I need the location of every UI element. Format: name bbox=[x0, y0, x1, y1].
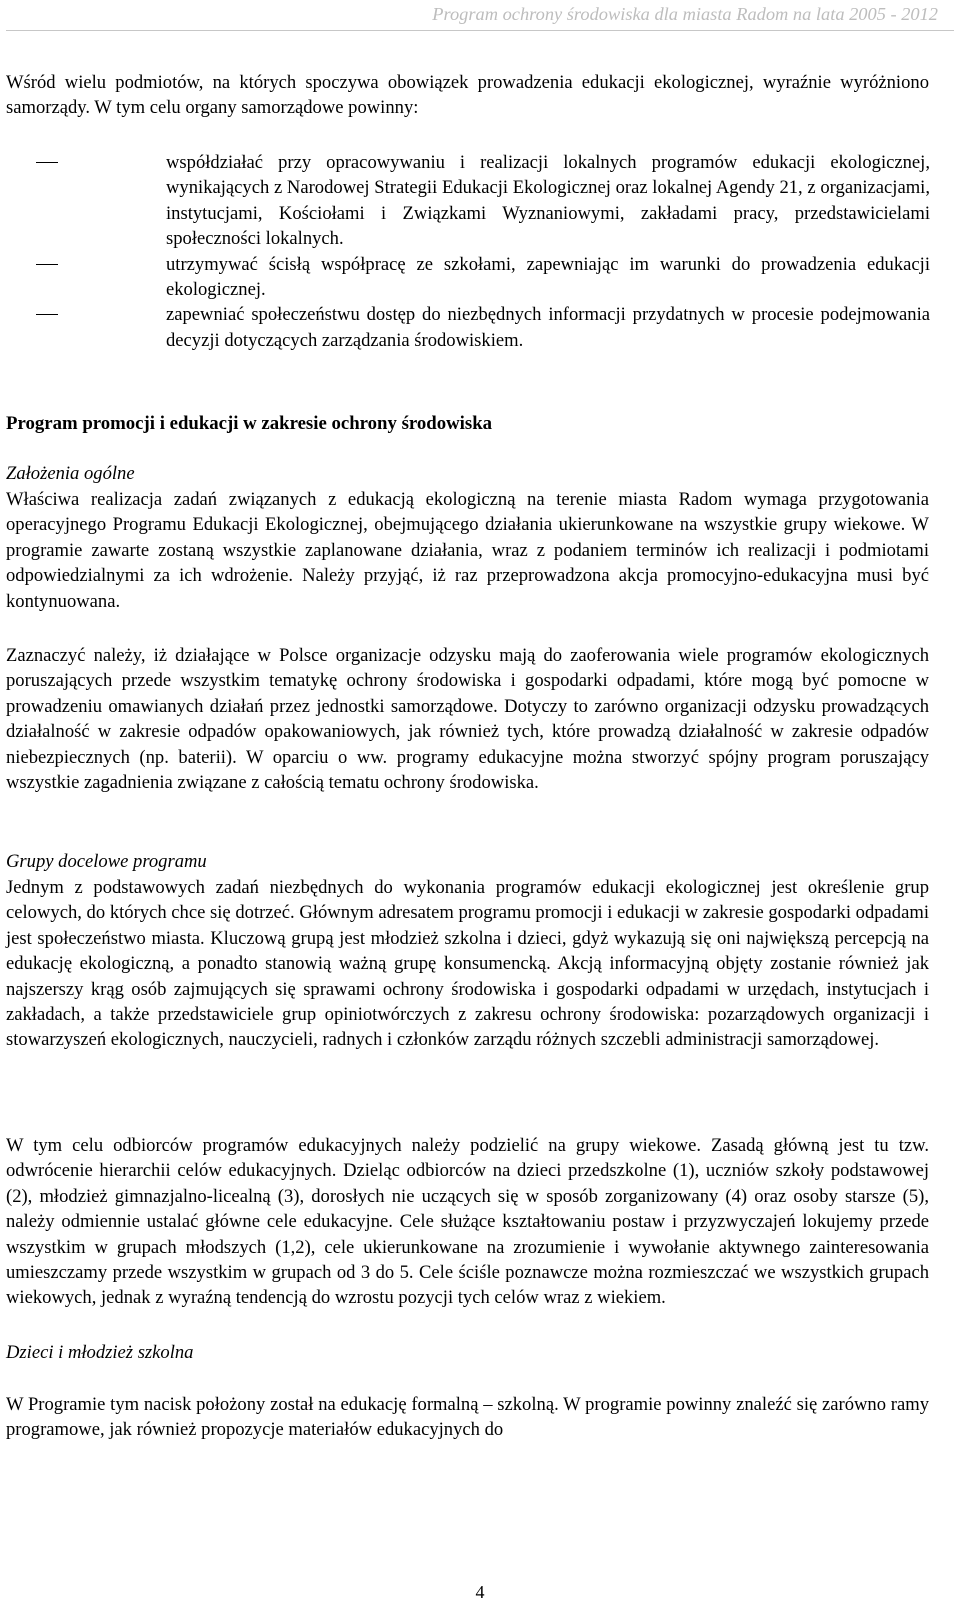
header-rule bbox=[6, 30, 954, 31]
subheading-children: Dzieci i młodzież szkolna bbox=[6, 1342, 194, 1363]
paragraph-organizations: Zaznaczyć należy, iż działające w Polsce organizacje odzysku mają do zaoferowania wiele programów ekologicznych poruszających przede wszystkim tematykę ochrony środowiska i gospodarki odpadami, które mogą być pomocne w prowadzeniu omawianych działań przez jednostki samorządowe. Dotyczy to zarówno organizacji odzysku prowadzących działalność w zakresie odpadów opakowaniowych, jak również tych, które prowadzą działalność w zakresie odpadów niebezpiecznych (np. baterii). W oparciu o ww. programy edukacyjne można stworzyć spójny program poruszający wszystkie zagadnienia związane z całością tematu ochrony środowiska. bbox=[6, 645, 929, 794]
subheading-general: Założenia ogólne bbox=[6, 463, 135, 484]
paragraph-general: Właściwa realizacja zadań związanych z edukacją ekologiczną na terenie miasta Radom wymaga przygotowania operacyjnego Programu Edukacji Ekologicznej, obejmującego działania ukierunkowane na wszystkie grupy wiekowe. W programie zawarte zostaną wszystkie zaplanowane działania, wraz z podaniem terminów ich realizacji i podmiotami odpowiedzialnymi za ich wdrożenie. Należy przyjąć, iż raz przeprowadzona akcja promocyjno-edukacyjna musi być kontynuowana. bbox=[6, 489, 929, 612]
list-item-text: utrzymywać ścisłą współpracę ze szkołami, zapewniając im warunki do prowadzenia edukacji ekologicznej. bbox=[166, 253, 930, 301]
section-heading: Program promocji i edukacji w zakresie ochrony środowiska bbox=[6, 413, 493, 434]
paragraph-age-groups: W tym celu odbiorców programów edukacyjnych należy podzielić na grupy wiekowe. Zasadą główną jest tu tzw. odwrócenie hierarchii celów edukacyjnych. Dzieląc odbiorców na dzieci przedszkolne (1), uczniów szkoły podstawowej (2), młodzież gimnazjalno-licealną (3), dorosłych nie uczących się w sposób zorganizowany (4) oraz osoby starsze (5), należy odmiennie ustalać główne cele edukacyjne. Cele służące kształtowaniu postaw i przyzwyczajeń lokujemy przede wszystkim w grupach młodszych (1,2), cele ukierunkowane na zrozumienie i wywołanie aktywnego zainteresowania umieszczamy przede wszystkim w grupach od 3 do 5. Cele ściśle poznawcze można rozmieszczać we wszystkich grupach wiekowych, jednak z wyraźną tendencją do wzrostu pozycji tych celów wraz z wiekiem. bbox=[6, 1135, 929, 1309]
dash-bullet-icon bbox=[36, 264, 58, 265]
list-item-text: współdziałać przy opracowywaniu i realizacji lokalnych programów edukacji ekologicznej, wynikających z Narodowej Strategii Edukacji Ekologicznej oraz lokalnej Agendy 21, z organizacjami, instytucjami, Kościołami i Związkami Wyznaniowymi, zakładami pracy, przedstawicielami społeczności lokalnych. bbox=[166, 152, 930, 250]
list-item bbox=[0, 252, 930, 303]
dash-bullet-icon bbox=[36, 314, 58, 315]
intro-paragraph: Wśród wielu podmiotów, na których spoczywa obowiązek prowadzenia edukacji ekologicznej, wyraźnie wyróżniono samorządy. W tym celu organy samorządowe powinny: bbox=[6, 72, 929, 119]
duties-list bbox=[0, 150, 960, 353]
list-item bbox=[0, 302, 930, 353]
running-header: Program ochrony środowiska dla miasta Radom na lata 2005 - 2012 bbox=[432, 4, 938, 24]
list-item-text: zapewniać społeczeństwu dostęp do niezbędnych informacji przydatnych w procesie podejmowania decyzji dotyczących zarządzania środowiskiem. bbox=[166, 304, 930, 351]
subheading-target-groups: Grupy docelowe programu bbox=[6, 851, 207, 872]
paragraph-target-groups: Jednym z podstawowych zadań niezbędnych do wykonania programów edukacji ekologicznej jest określenie grup celowych, do których chce się dotrzeć. Głównym adresatem programu promocji i edukacji w zakresie gospodarki odpadami jest społeczeństwo miasta. Kluczową grupą jest młodzież szkolna i dzieci, gdyż wykazują się oni największą percepcją na edukację ekologiczną, a ponadto stanowią ważną grupę konsumencką. Akcją informacyjną objęty zostanie również jak najszerszy krąg osób zajmujących się sprawami ochrony środowiska i gospodarki odpadami w urzędach, instytucjach i zakładach, a także przedstawiciele grup opiniotwórczych z zakresu ochrony środowiska: pozarządowych organizacji i stowarzyszeń ekologicznych, nauczycieli, radnych i członków zarządu różnych szczebli administracji samorządowej. bbox=[6, 877, 929, 1051]
list-item bbox=[0, 150, 930, 252]
paragraph-children: W Programie tym nacisk położony został na edukację formalną – szkolną. W programie powinny znaleźć się zarówno ramy programowe, jak również propozycje materiałów edukacyjnych do bbox=[6, 1394, 929, 1441]
dash-bullet-icon bbox=[36, 162, 58, 163]
page-number: 4 bbox=[475, 1582, 485, 1602]
